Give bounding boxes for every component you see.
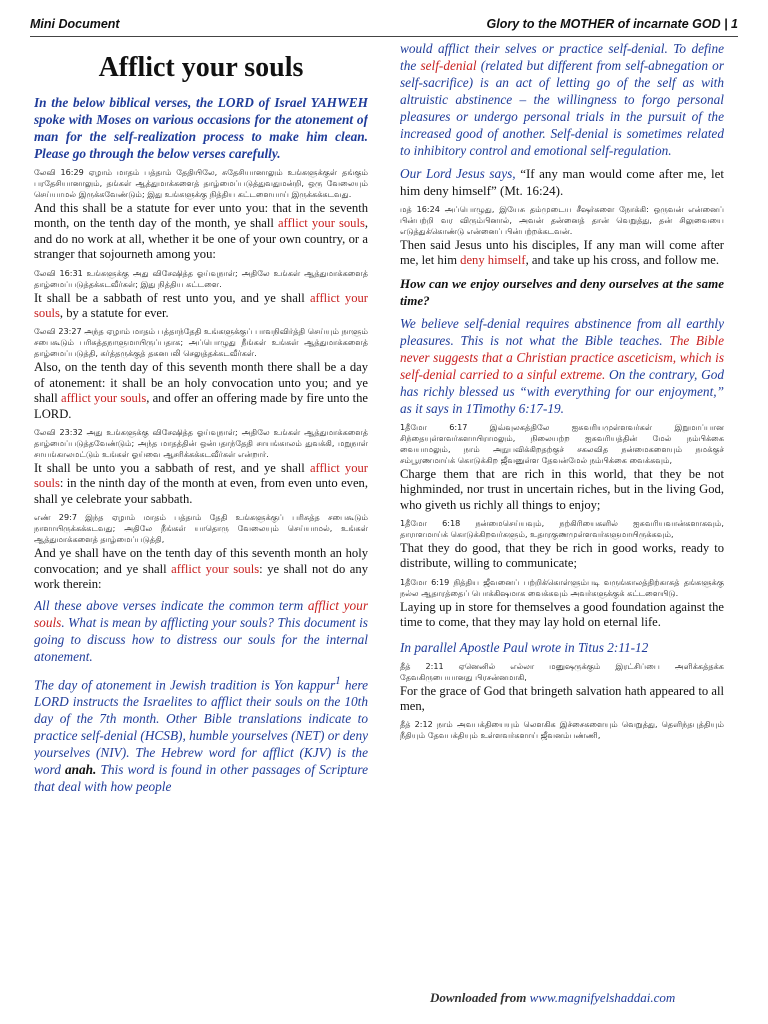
footnote-ref[interactable]: 1: [335, 674, 341, 687]
kjv-verse-lev-16-31: It shall be a sabbath of rest unto you, and ye shall afflict your souls, by a statute for ever.: [34, 290, 368, 321]
kjv-verse-lev-23-32: It shall be unto you a sabbath of rest, and ye shall afflict your souls: in the ninth day of the month at even, from even unto even, shall ye celebrate your sabbath.: [34, 461, 368, 506]
left-column: [34, 40, 368, 1000]
jesus-says-paragraph: Our Lord Jesus says, “If any man would come after me, let him deny himself” (Mt. 16:24).: [400, 166, 724, 198]
titus-heading: In parallel Apostle Paul wrote in Titus 2:11-12: [400, 639, 649, 655]
tamil-verse-1tim-6-18: 1தீமோ 6:18 நன்மைசெய்யவும், நற்கிரியைகளில் ஐசுவரியவான்களாகவும், தாராளமாய்க் கொடுக்கிறவர்களும், உதாரகுணமுள்ளவர்களுமாயிருக்கவும்,: [400, 518, 724, 540]
kjv-verse-titus-2-11: For the grace of God that bringeth salvation hath appeared to all men,: [400, 683, 724, 714]
tamil-verse-lev-16-31: லேவி 16:31 உங்களுக்கு அது விசேஷித்த ஓய்வுநாள்; அதிலே உங்கள் ஆத்துமாக்களைத் தாழ்மைப்படுத்தக்கடவீர்கள்; இது நித்திய கட்டளை.: [34, 267, 368, 289]
intro-paragraph: In the below biblical verses, the LORD of Israel YAHWEH spoke with Moses on various occasions for the atonement of man for the self-realization process to make him clean. Please go through the below verses carefully.: [34, 95, 368, 161]
kjv-verse-1tim-6-19: Laying up in store for themselves a good foundation against the time to come, that they may lay hold on eternal life.: [400, 599, 724, 630]
tamil-verse-num-29-7: எண் 29:7 இந்த ஏழாம் மாதம் பத்தாம் தேதி உங்களுக்குப் பரிசுத்த சபைகூடும் நாளாயிருக்கக்கடவது; அதிலே நீங்கள் யாதொரு வேலையும் செய்யாமல், உங்கள் ஆத்துமாக்களைத் தாழ்மைப்படுத்தி,: [34, 512, 368, 545]
atonement-paragraph: The day of atonement in Jewish tradition is Yon kappur$^1$ here LORD instructs the Israelites to afflict their souls on the 10th day of the 7th month. Other Bible translations indicate to practice self-denial (HCSB), humble yourselves (NET) or deny yourselves (NIV). The Hebrew word for afflict (KJV) is the word anah. This word is found in other passages of Scripture that deal with how people: [34, 674, 368, 794]
self-denial-paragraph: would afflict their selves or practice self-denial. To define the self-denial (related but different from self-abnegation or self-sacrifice) is an act of letting go of the self as with altruistic abstinence – the willingness to forgo personal pleasures or undergo personal trials in the pursuit of the increased good of another. Self-denial is sometimes related to inhibitory control and emotional self-regulation.: [400, 41, 724, 158]
footer-url-link[interactable]: www.magnifyelshaddai.com: [529, 990, 676, 1005]
kjv-verse-mt-16-24: Then said Jesus unto his disciples, If any man will come after me, let him deny himself, and take up his cross, and follow me.: [400, 238, 724, 268]
header-right: Glory to the MOTHER of incarnate GOD | 1: [486, 17, 738, 31]
tamil-verse-titus-2-12: தீத் 2:12 நாம் அவபக்தியையும் லௌகிக இச்சைகளையும் வெறுத்து, தெளிந்தபுத்தியும் நீதியும் தேவபக்தியும் உள்ளவர்களாய் ஜீவனம்பண்ணி,: [400, 719, 724, 741]
tamil-verse-lev-23-27: லேவி 23:27 அந்த ஏழாம் மாதம் பத்தாந்தேதி உங்களுக்குப் பாவநிவிர்த்தி செய்யும் நாளும் சபைகூடும் பரிசுத்தநாளுமாயிருப்பதாக; அப்பொழுது நீங்கள் உங்கள் ஆத்துமாக்களைத் தாழ்மைப்படுத்தி, கர்த்தருக்குத் தகனபலி செலுத்தக்கடவீர்கள்.: [34, 326, 368, 359]
tamil-verse-lev-23-32: லேவி 23:32 அது உங்களுக்கு விசேஷித்த ஓய்வுநாள்; அதிலே உங்கள் ஆத்துமாக்களைத் தாழ்மைப்படுத்தவேண்டும்; அந்த மாதத்தின் ஒன்பதாந்தேதி சாயங்காலம் துவக்கி, மறுநாள் சாயங்காலமட்டும் உங்கள் ஓய்வை ஆசரிக்கக்கடவீர்கள் என்றார்.: [34, 427, 368, 460]
tamil-verse-1tim-6-19: 1தீமோ 6:19 நித்திய ஜீவனைப் பற்றிக்கொள்ளும்படி வருங்காலத்திற்காகத் தங்களுக்கு நல்ல ஆதாரத்தைப் பொக்கிஷமாக வைக்கவும் அவர்களுக்குக் கட்டளையிடு.: [400, 576, 724, 598]
summary-paragraph: All these above verses indicate the common term afflict your souls. What is mean by afflicting your souls? This document is going to discuss how to distress our souls for the internal atonement.: [34, 597, 368, 664]
kjv-verse-1tim-6-18: That they do good, that they be rich in good works, ready to distribute, willing to communicate;: [400, 541, 724, 571]
page-footer: [430, 990, 675, 1006]
question-heading: How can we enjoy ourselves and deny ourselves at the same time?: [400, 275, 724, 308]
document-title: Afflict your souls: [98, 52, 304, 83]
tamil-verse-lev-16-29: லேவி 16:29 ஏழாம் மாதம் பத்தாம் தேதியிலே, சுதேசியானாலும் உங்களுக்குள் தங்கும் பரதேசியானாலும், தங்கள் ஆத்துமாக்களைத் தாழ்மைப்படுத்துவதுமன்றி, ஒரு வேலையும் செய்யாமல் இருக்கவேண்டும்; இது உங்களுக்கு நித்திய கட்டளையாய் இருக்கக்கடவது.: [34, 167, 368, 199]
belief-paragraph: We believe self-denial requires abstinence from all earthly pleasures. This is not what the Bible teaches. The Bible never suggests that a Christian practice asceticism, which is self-denial carried to a sinful extreme. On the contrary, God has richly blessed us “with everything for our enjoyment,” as it says in 1Timothy 6:17-19.: [400, 315, 724, 416]
tamil-verse-mt-16-24: மத் 16:24 அப்பொழுது, இயேசு தம்முடைய சீஷர்களை நோக்கி: ஒருவன் என்னைப் பின்பற்றி வர விரும்பினால், அவன் தன்னைத் தான் வெறுத்து, தன் சிலுவையை எடுத்துக்கொண்டு என்னைப் பின்பற்றக்கடவன்.: [400, 204, 724, 236]
kjv-verse-lev-23-27: Also, on the tenth day of this seventh month there shall be a day of atonement: it shall be an holy convocation unto you; and ye shall afflict your souls, and offer an offering made by fire unto the LORD.: [34, 360, 368, 421]
footer-label: Downloaded from: [430, 990, 530, 1005]
right-column: [400, 40, 724, 990]
tamil-verse-titus-2-11: தீத் 2:11 ஏனெனில் எல்லா மனுஷருக்கும் இரட்சிப்பை அளிக்கத்தக்க தேவகிருபையானது பிரசன்னமாகி,: [400, 660, 724, 682]
kjv-verse-num-29-7: And ye shall have on the tenth day of this seventh month an holy convocation; and ye shall afflict your souls: ye shall not do any work therein:: [34, 546, 368, 592]
header-left: Mini Document: [30, 17, 120, 31]
tamil-verse-1tim-6-17: 1தீமோ 6:17 இவ்வுலகத்திலே ஐசுவரியமுள்ளவர்கள் இறுமாப்பான சிந்தையுள்ளவர்களாயிராமலும், நிலையற்ற ஐசுவரியத்தின் மேல் நம்பிக்கை வையாமலும், நாம் அநுபவிக்கிறதற்குச் சகலவித நன்மைகளையும் நமக்குச் சம்பூரணமாய்க் கொடுக்கிற ஜீவனுள்ள தேவன்மேல் நம்பிக்கை வைக்கவும்,: [400, 421, 724, 465]
kjv-verse-1tim-6-17: Charge them that are rich in this world, that they be not highminded, nor trust in uncertain riches, but in the living God, who giveth us richly all things to enjoy;: [400, 466, 724, 512]
page-header: [30, 14, 738, 37]
kjv-verse-lev-16-29: And this shall be a statute for ever unto you: that in the seventh month, on the tenth day of the month, ye shall afflict your souls, and do no work at all, whether it be one of your own country, or a stranger that sojourneth among you:: [34, 201, 368, 262]
